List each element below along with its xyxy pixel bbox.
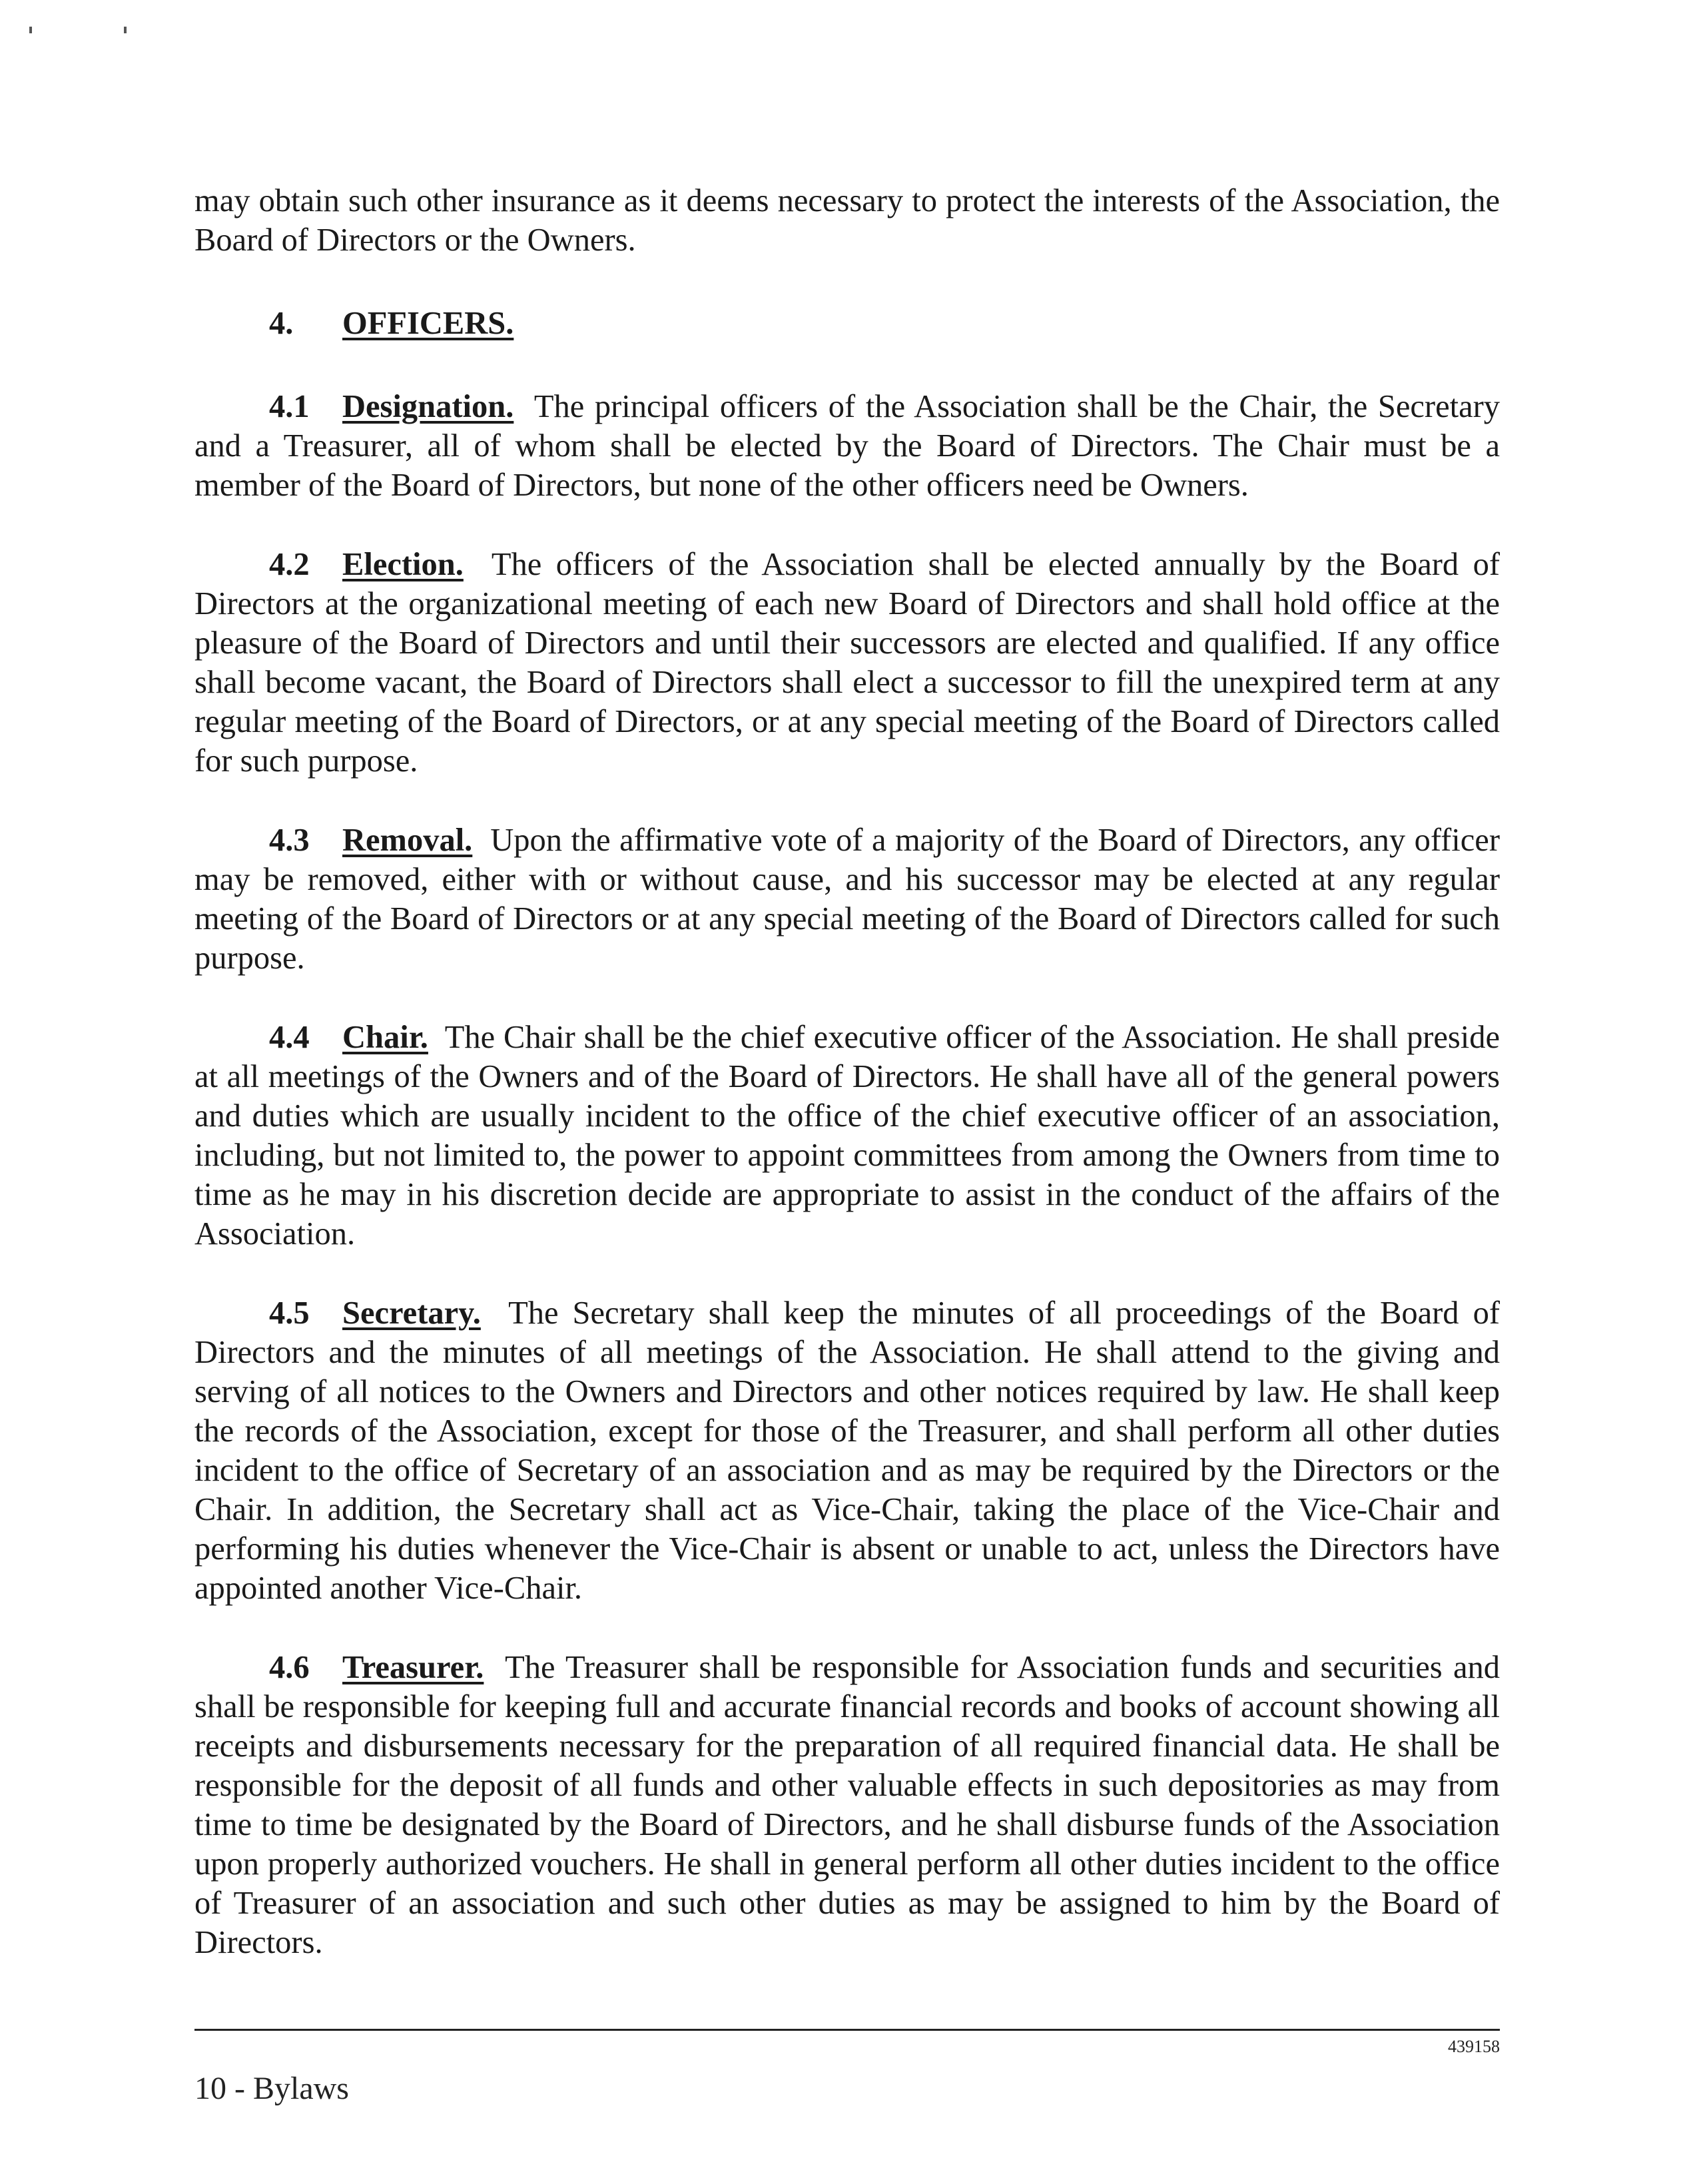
section-heading: [269, 304, 1500, 343]
subsection-text: The officers of the Association shall be elected annually by the Board of Directors at the organizational meeting of each new Board of Directors and shall hold office at the pleasure of the Board of Directors and until their successors are elected and qualified. If any office shall become vacant, the Board of Directors shall elect a successor to fill the unexpired term at any regular meeting of the Board of Directors, or at any special meeting of the Board of Directors called for such purpose.: [194, 547, 1501, 779]
subsection-text: The Treasurer shall be responsible for Association funds and securities and shall be responsible for keeping full and accurate financial records and books of account showing all receipts and disbursements necessary for the preparation of all required financial data. He shall be responsible for the deposit of all funds and other valuable effects in such depositories as may from time to time be designated by the Board of Directors, and he shall disburse funds of the Association upon properly authorized vouchers. He shall in general perform all other duties incident to the office of Treasurer of an association and such other duties as may be assigned to him by the Board of Directors.: [194, 1650, 1500, 1960]
subsection-4-3: [194, 821, 1500, 978]
page-label: 10 - Bylaws: [194, 2071, 349, 2106]
subsection-title: Removal.: [342, 823, 473, 858]
subsection-4-6: [194, 1648, 1500, 1962]
subsection-number: 4.5: [269, 1295, 310, 1331]
subsection-title: Election.: [342, 547, 464, 582]
footer-rule: [194, 2029, 1500, 2031]
subsection-4-5: [194, 1293, 1500, 1608]
subsection-text: The Chair shall be the chief executive officer of the Association. He shall preside at all meetings of the Owners and of the Board of Directors. He shall have all of the general powers and duties which are usually incident to the office of the chief executive officer of an association, including, but not limited to, the power to appoint committees from among the Owners from time to time as he may in his discretion decide are appropriate to assist in the conduct of the affairs of the Association.: [194, 1020, 1500, 1252]
subsection-title: Designation.: [342, 389, 514, 424]
scan-mark: [124, 27, 127, 33]
subsection-title: Secretary.: [342, 1295, 481, 1331]
subsection-number: 4.6: [269, 1650, 310, 1685]
subsection-text: The principal officers of the Association shall be the Chair, the Secretary and a Treasurer, all of whom shall be elected by the Board of Directors. The Chair must be a member of the Board of Directors, but none of the other officers need be Owners.: [194, 389, 1500, 503]
document-body: [194, 181, 1500, 1962]
subsection-4-2: [194, 545, 1500, 781]
subsection-title: Treasurer.: [342, 1650, 484, 1685]
subsection-4-4: [194, 1018, 1500, 1254]
scan-mark: [29, 27, 32, 33]
subsection-number: 4.2: [269, 547, 310, 582]
subsection-text: The Secretary shall keep the minutes of all proceedings of the Board of Directors and the minutes of all meetings of the Association. He shall attend to the giving and serving of all notices to the Owners and Directors and other notices required by law. He shall keep the records of the Association, except for those of the Treasurer, and shall perform all other duties incident to the office of Secretary of an association and as may be required by the Directors or the Chair. In addition, the Secretary shall act as Vice-Chair, taking the place of the Vice-Chair and performing his duties whenever the Vice-Chair is absent or unable to act, unless the Directors have appointed another Vice-Chair.: [194, 1295, 1500, 1606]
subsection-number: 4.1: [269, 389, 310, 424]
subsection-number: 4.4: [269, 1020, 310, 1055]
subsection-number: 4.3: [269, 823, 310, 858]
section-title: OFFICERS.: [342, 306, 514, 341]
intro-paragraph: may obtain such other insurance as it deems necessary to protect the interests of the Association, the Board of Directors or the Owners.: [194, 183, 1500, 258]
subsection-text: Upon the affirmative vote of a majority of the Board of Directors, any officer may be removed, either with or without cause, and his successor may be elected at any regular meeting of the Board of Directors or at any special meeting of the Board of Directors called for such purpose.: [194, 823, 1500, 976]
section-number: 4.: [269, 306, 294, 341]
document-number: 439158: [1448, 2037, 1500, 2056]
subsection-title: Chair.: [342, 1020, 428, 1055]
subsection-4-1: [194, 387, 1500, 505]
